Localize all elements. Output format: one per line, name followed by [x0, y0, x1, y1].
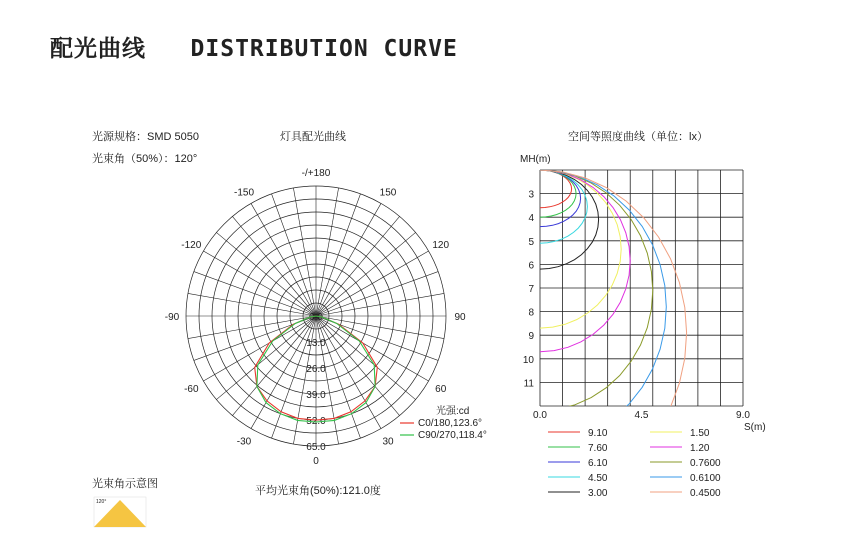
polar-angle-label: 60 — [435, 384, 447, 395]
isolux-y-tick: 10 — [522, 354, 534, 366]
isolux-legend-label: 7.60 — [588, 443, 608, 454]
isolux-legend-label: 1.50 — [690, 428, 710, 439]
isolux-y-tick: 7 — [528, 284, 534, 295]
polar-radial-label: 13.0 — [306, 338, 326, 349]
isolux-x-tick: 9.0 — [736, 410, 750, 421]
polar-angle-label: 90 — [454, 312, 466, 323]
polar-legend-label: C90/270,118.4° — [418, 430, 487, 441]
isolux-legend-label: 9.10 — [588, 428, 608, 439]
polar-angle-label: -30 — [236, 436, 252, 448]
polar-radial-label: 65.0 — [306, 442, 326, 453]
isolux-curve-2 — [540, 170, 581, 227]
isolux-y-tick: 5 — [528, 236, 534, 248]
polar-radial-label: 52.0 — [306, 416, 326, 427]
isolux-legend-label: 0.7600 — [690, 458, 721, 469]
polar-angle-label: 0 — [313, 456, 319, 467]
page-title: 配光曲线 DISTRIBUTION CURVE — [50, 36, 458, 62]
polar-angle-label: -/+180 — [301, 168, 331, 179]
polar-angle-label: 30 — [382, 436, 394, 448]
polar-angle-label: -120 — [181, 240, 202, 251]
isolux-legend-label: 4.50 — [588, 473, 608, 484]
beam-angle-icon — [94, 497, 146, 527]
beam-icon-text: 120° — [96, 499, 107, 505]
isolux-y-tick: 6 — [528, 260, 534, 272]
polar-angle-label: -150 — [233, 187, 255, 199]
polar-radial-label: 0.0 — [309, 312, 323, 323]
isolux-curve-8 — [540, 170, 666, 444]
isolux-y-tick: 4 — [528, 213, 534, 225]
isolux-y-tick: 8 — [528, 307, 534, 319]
isolux-legend-label: 0.6100 — [690, 473, 721, 484]
isolux-y-tick: 3 — [528, 189, 534, 201]
polar-legend-label: C0/180,123.6° — [418, 418, 483, 429]
isolux-x-axis-label: S(m) — [744, 422, 766, 433]
polar-distribution-chart — [165, 168, 487, 467]
average-beam-angle: 平均光束角(50%):121.0度 — [255, 485, 381, 497]
polar-angle-label: -60 — [184, 384, 199, 395]
polar-radial-label: 26.0 — [306, 364, 326, 375]
isolux-x-tick: 0.0 — [533, 410, 547, 421]
isolux-y-axis-label: MH(m) — [520, 154, 551, 165]
isolux-legend-label: 1.20 — [690, 443, 710, 454]
isolux-chart — [520, 154, 766, 499]
polar-chart-title: 灯具配光曲线 — [280, 131, 346, 143]
beam-icon-label: 光束角示意图 — [92, 478, 158, 490]
beam-angle-label: 光束角（50%）：120° — [92, 153, 198, 165]
isolux-legend-label: 6.10 — [588, 458, 608, 469]
polar-radial-label: 39.0 — [306, 390, 326, 401]
polar-angle-label: -90 — [164, 312, 180, 323]
isolux-y-tick: 11 — [523, 378, 534, 390]
isolux-x-tick: 4.5 — [634, 410, 649, 421]
isolux-legend-label: 0.4500 — [690, 488, 721, 499]
isolux-y-tick: 9 — [528, 331, 534, 343]
source-spec-label: 光源规格：SMD 5050 — [92, 131, 199, 143]
polar-angle-label: 120 — [432, 240, 450, 251]
illuminance-chart-title: 空间等照度曲线（单位：lx） — [568, 131, 708, 143]
polar-unit-label: 光强:cd — [436, 406, 470, 417]
isolux-legend-label: 3.00 — [588, 488, 608, 499]
polar-angle-label: 150 — [379, 187, 397, 199]
